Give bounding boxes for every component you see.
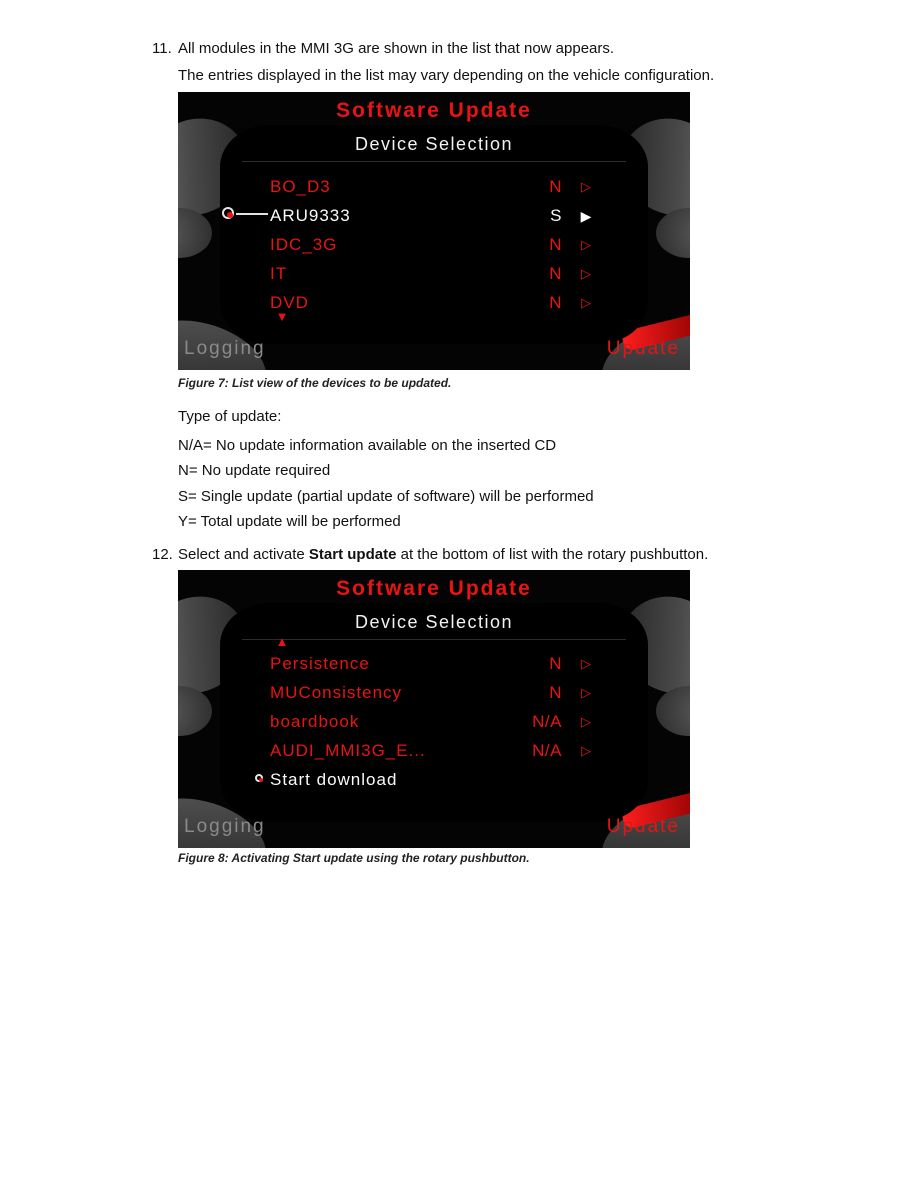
softkey-update[interactable]: Update [606,338,680,359]
figure-7-caption: Figure 7: List view of the devices to be updated. [178,376,452,390]
step-text-bold: Start update [308,546,397,563]
step-text [178,545,708,564]
update-status: N [549,683,562,702]
start-download-label: Start download [270,770,398,789]
device-label: IT [270,264,288,283]
device-label: IDC_3G [270,235,338,254]
device-label: ARU9333 [270,206,351,225]
device-row[interactable] [178,709,690,735]
header-divider [242,161,626,162]
update-status: S [550,206,562,225]
device-label: BO_D3 [270,177,331,196]
device-row[interactable] [178,680,690,706]
device-row-selected[interactable] [178,203,690,229]
step-text-prefix: Select and activate [178,546,309,563]
step-12 [152,545,708,564]
update-type-item: S= Single update (partial update of software) will be performed [178,488,594,505]
softkey-update[interactable]: Update [606,816,680,837]
rotary-knob-marker-icon [255,774,263,782]
chevron-right-icon: ▷ [581,656,591,671]
rotary-knob-marker-icon [222,207,234,219]
update-status: N/A [532,741,562,760]
device-label: boardbook [270,712,360,731]
mmi-screen-title: Software Update [336,577,532,600]
mmi-screenshot-figure8 [178,570,690,848]
update-type-item: N= No update required [178,462,331,479]
step-text-suffix: at the bottom of list with the rotary pushbutton. [396,546,709,563]
mmi-screen-title: Software Update [336,99,532,122]
update-status: N [549,654,562,673]
device-row[interactable] [178,738,690,764]
update-type-heading: Type of update: [178,408,282,425]
chevron-right-icon: ▷ [581,714,591,729]
step-number: 11. [152,40,172,57]
chevron-right-icon: ▷ [581,685,591,700]
update-status: N/A [532,712,562,731]
update-type-item: N/A= No update information available on the inserted CD [178,437,557,454]
chevron-right-icon: ▷ [581,743,591,758]
figure-8-caption: Figure 8: Activating Start update using the rotary pushbutton. [178,851,530,865]
device-row[interactable] [178,261,690,287]
chevron-right-icon: ▷ [581,179,591,194]
chevron-right-icon: ▷ [581,295,591,310]
header-divider [242,639,626,640]
knob-pointer-line [236,213,268,215]
device-label: DVD [270,293,309,312]
device-label: MUConsistency [270,683,403,702]
update-status: N [549,293,562,312]
scroll-up-icon[interactable]: ▲ [275,634,289,649]
device-label: Persistence [270,654,370,673]
mmi-screen-header: Device Selection [354,612,514,632]
mmi-screenshot-figure7 [178,92,690,370]
update-status: N [549,264,562,283]
softkey-logging[interactable]: Logging [184,338,266,359]
device-row[interactable] [178,174,690,200]
step-text: All modules in the MMI 3G are shown in the list that now appears. [178,40,615,57]
mmi-screen-header: Device Selection [354,134,514,154]
scroll-down-icon[interactable]: ▼ [275,309,289,324]
device-row[interactable] [178,290,690,316]
softkey-logging[interactable]: Logging [184,816,266,837]
device-row[interactable] [178,232,690,258]
device-row[interactable] [178,651,690,677]
chevron-right-filled-icon: ▶ [580,208,592,224]
chevron-right-icon: ▷ [581,266,591,281]
chevron-right-icon: ▷ [581,237,591,252]
update-type-item: Y= Total update will be performed [178,513,401,530]
update-status: N [549,235,562,254]
step-number: 12. [152,546,173,563]
update-status: N [549,177,562,196]
step-11-note: The entries displayed in the list may vary depending on the vehicle configuration. [178,67,715,84]
device-label: AUDI_MMI3G_E... [270,741,426,760]
step-11 [152,39,614,58]
